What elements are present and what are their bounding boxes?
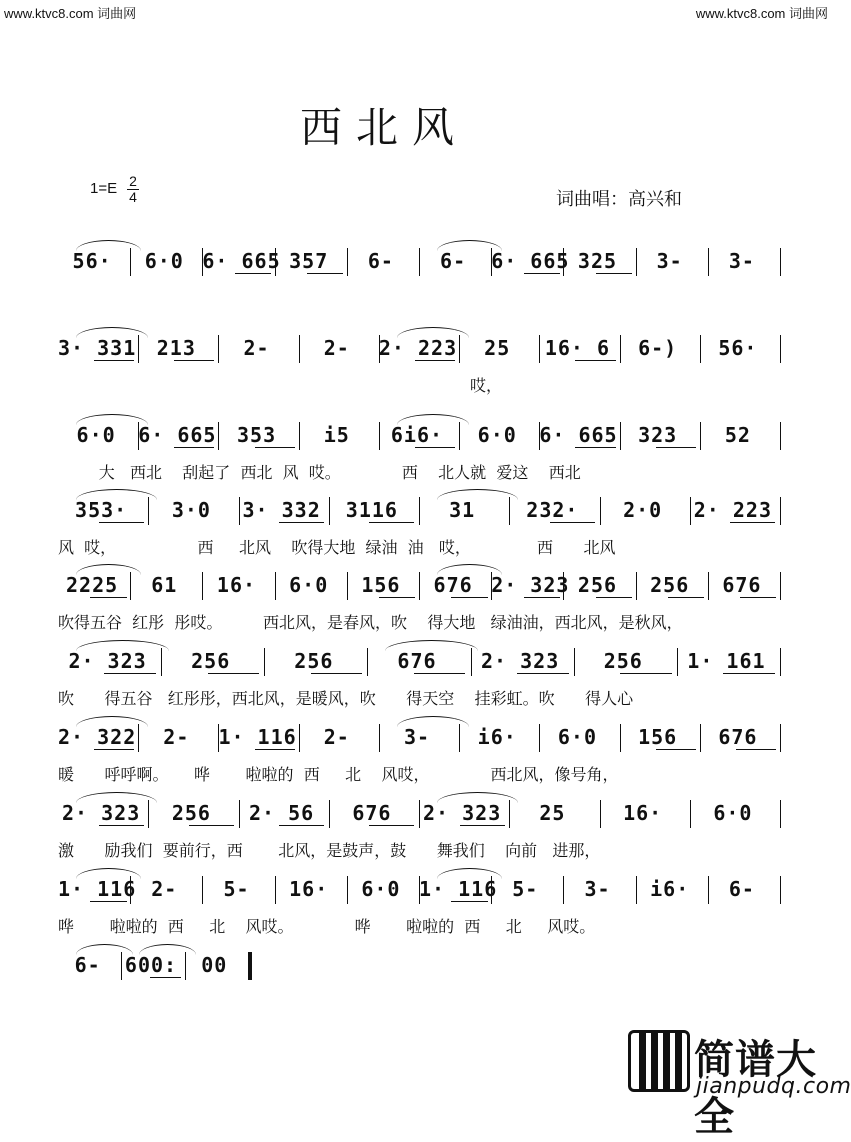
- measure-notes: 600:: [124, 953, 178, 977]
- measure-notes: 1· 116: [419, 877, 498, 901]
- beam-line: [656, 749, 696, 750]
- beam-line: [575, 447, 615, 448]
- measure-notes: 6· 665: [491, 249, 570, 273]
- measure-notes: 2·0: [623, 498, 663, 522]
- measure-notes: 6·0: [361, 877, 401, 901]
- measure-notes: 213: [156, 336, 196, 360]
- measure-notes: 3-: [403, 725, 431, 749]
- measure-notes: 6·0: [144, 249, 184, 273]
- beam-line: [620, 673, 672, 674]
- measure-notes: 676: [718, 725, 758, 749]
- measure-notes: 323: [638, 423, 678, 447]
- beam-line: [307, 273, 343, 274]
- beam-line: [279, 825, 324, 826]
- measure-notes: 6· 665: [539, 423, 618, 447]
- beam-line: [94, 749, 134, 750]
- beam-line: [369, 825, 414, 826]
- beam-line: [460, 825, 505, 826]
- beam-line: [255, 749, 295, 750]
- lyrics-line: 哗 啦啦的 西 北 风哎。 哗 啦啦的 西 北 风哎。: [58, 917, 596, 936]
- measure-notes: 61: [151, 573, 178, 597]
- measure-notes: 357: [289, 249, 329, 273]
- measure-notes: i6·: [650, 877, 690, 901]
- beam-line: [99, 522, 144, 523]
- measure-notes: 52: [724, 423, 751, 447]
- measure-notes: 00: [201, 953, 228, 977]
- slur-arc: [76, 414, 148, 425]
- measure-notes: 6·0: [557, 725, 597, 749]
- beam-line: [730, 522, 775, 523]
- beam-line: [104, 673, 156, 674]
- time-signature-top: 2: [127, 174, 139, 190]
- piano-logo-icon: [628, 1030, 690, 1092]
- measure-notes: 6-): [638, 336, 678, 360]
- slur-arc: [76, 240, 141, 251]
- score-system: [0, 800, 850, 870]
- beam-line: [379, 597, 415, 598]
- measure-notes: 256: [577, 573, 618, 597]
- measure-notes: 2· 223: [693, 498, 772, 522]
- bar-line: [780, 648, 781, 676]
- measure-notes: 256: [171, 801, 211, 825]
- measure-notes: 325: [577, 249, 618, 273]
- beam-line: [451, 597, 487, 598]
- measure-notes: 6-: [728, 877, 755, 901]
- beam-line: [723, 673, 775, 674]
- measure-notes: 56·: [718, 336, 758, 360]
- beam-line: [255, 447, 295, 448]
- measure-notes: 676: [397, 649, 437, 673]
- score-system: [0, 422, 850, 492]
- measure-notes: 2-: [151, 877, 178, 901]
- score-system: [0, 724, 850, 794]
- measure-notes: 676: [352, 801, 392, 825]
- score-system: [0, 248, 850, 318]
- beam-line: [90, 597, 126, 598]
- measure-notes: 676: [433, 573, 473, 597]
- measure-notes: 3-: [656, 249, 683, 273]
- score-system: [0, 952, 850, 1022]
- measure-notes: i5: [323, 423, 350, 447]
- beam-line: [517, 673, 569, 674]
- beam-line: [311, 673, 363, 674]
- lyrics-line: 风 哎， 西 北风 吹得大地 绿油 油 哎， 西 北风: [58, 538, 616, 557]
- measure-notes: 3116: [345, 498, 398, 522]
- beam-line: [596, 273, 632, 274]
- slur-arc: [437, 240, 502, 251]
- beam-line: [189, 825, 234, 826]
- measure-notes: 16· 6: [544, 336, 611, 360]
- measure-notes: 2· 323: [62, 801, 141, 825]
- measure-notes: 2225: [66, 573, 119, 597]
- measure-notes: 6-: [74, 953, 101, 977]
- beam-line: [740, 597, 776, 598]
- measure-notes: 2· 323: [491, 573, 570, 597]
- logo-name: 简谱大全: [694, 1037, 817, 1140]
- beam-line: [174, 447, 214, 448]
- measure-notes: 232·: [526, 498, 579, 522]
- measure-notes: 6· 665: [202, 249, 281, 273]
- lyrics-line: 暖 呼呼啊。 哗 啦啦的 西 北 风哎， 西北风，像号角，: [58, 765, 619, 784]
- header-right-site: www.ktvc8.com 词曲网: [695, 6, 828, 21]
- beam-line: [415, 447, 455, 448]
- beam-line: [208, 673, 260, 674]
- header-left-site: www.ktvc8.com 词曲网: [4, 6, 137, 21]
- measure-notes: 6-: [367, 249, 394, 273]
- measure-notes: 5-: [512, 877, 539, 901]
- measure-notes: 3· 332: [242, 498, 321, 522]
- bar-line: [780, 724, 781, 752]
- measure-notes: 2· 323: [423, 801, 502, 825]
- measure-notes: 2-: [323, 336, 350, 360]
- measure-notes: 6-: [440, 249, 467, 273]
- measure-notes: 25: [484, 336, 511, 360]
- measure-notes: 3-: [584, 877, 611, 901]
- measure-notes: 6i6·: [390, 423, 444, 447]
- score-system: [0, 335, 850, 405]
- slur-arc: [397, 414, 469, 425]
- bar-line: [780, 335, 781, 363]
- measure-notes: 6·0: [289, 573, 329, 597]
- slur-arc: [397, 327, 469, 338]
- bar-line: [248, 952, 252, 980]
- beam-line: [174, 360, 214, 361]
- beam-line: [235, 273, 271, 274]
- beam-line: [369, 522, 414, 523]
- measure-notes: 256: [294, 649, 334, 673]
- beam-line: [90, 901, 126, 902]
- measure-notes: 256: [603, 649, 643, 673]
- beam-line: [94, 360, 134, 361]
- bar-line: [780, 572, 781, 600]
- measure-notes: i6·: [477, 725, 517, 749]
- measure-notes: 56·: [72, 249, 112, 273]
- measure-notes: 1· 116: [58, 877, 137, 901]
- bar-line: [780, 876, 781, 904]
- measure-notes: 2· 56: [249, 801, 315, 825]
- score-system: [0, 648, 850, 718]
- measure-notes: 156: [361, 573, 401, 597]
- measure-notes: 2· 223: [378, 336, 458, 360]
- lyrics-line: 吹得五谷 红彤 彤哎。 西北风，是春风，吹 得大地 绿油油，西北风，是秋风，: [58, 613, 683, 632]
- measure-notes: 1· 116: [218, 725, 297, 749]
- measure-notes: 353: [236, 423, 277, 447]
- score-system: [0, 876, 850, 946]
- measure-notes: 2-: [163, 725, 190, 749]
- beam-line: [596, 597, 632, 598]
- measure-notes: 6·0: [477, 423, 517, 447]
- lyrics-line: 大 西北 刮起了 西北 风 哎。 西 北人就 爱这 西北: [58, 463, 581, 482]
- score-system: [0, 497, 850, 567]
- lyrics-line: 吹 得五谷 红彤彤，西北风，是暖风，吹 得天空 挂彩虹。吹 得人心: [58, 689, 634, 708]
- beam-line: [99, 825, 144, 826]
- measure-notes: 256: [191, 649, 231, 673]
- beam-line: [415, 360, 455, 361]
- measure-notes: 2· 323: [68, 649, 147, 673]
- lyrics-line: 哎，: [58, 376, 502, 395]
- beam-line: [524, 597, 560, 598]
- beam-line: [668, 597, 704, 598]
- bar-line: [780, 248, 781, 276]
- measure-notes: 31: [449, 498, 476, 522]
- measure-notes: 256: [650, 573, 690, 597]
- measure-notes: 2· 322: [58, 725, 137, 749]
- measure-notes: 3· 331: [58, 336, 137, 360]
- score-system: [0, 572, 850, 642]
- credits: 词曲唱：高兴和: [556, 189, 682, 210]
- measure-notes: 16·: [623, 801, 663, 825]
- measure-notes: 25: [539, 801, 566, 825]
- key-signature: 1=E: [90, 180, 118, 197]
- time-signature-bottom: 4: [129, 189, 137, 205]
- measure-notes: 3-: [728, 249, 755, 273]
- beam-line: [150, 977, 182, 978]
- measure-notes: 6·0: [76, 423, 116, 447]
- measure-notes: 16·: [289, 877, 329, 901]
- measure-notes: 353·: [75, 498, 128, 522]
- beam-line: [736, 749, 776, 750]
- beam-line: [279, 522, 324, 523]
- measure-notes: 6· 665: [138, 423, 217, 447]
- beam-line: [524, 273, 560, 274]
- bar-line: [780, 422, 781, 450]
- bar-line: [780, 800, 781, 828]
- measure-notes: 6·0: [713, 801, 753, 825]
- measure-notes: 156: [638, 725, 678, 749]
- measure-notes: 2-: [243, 336, 270, 360]
- measure-notes: 1· 161: [687, 649, 766, 673]
- song-title: 西北风: [300, 103, 469, 152]
- slur-arc: [76, 327, 148, 338]
- measure-notes: 676: [722, 573, 762, 597]
- measure-notes: 5-: [223, 877, 250, 901]
- time-signature: [127, 174, 139, 205]
- measure-notes: 2-: [323, 725, 350, 749]
- logo-url: jianpudq.com: [696, 1074, 851, 1099]
- jianpudq-logo: [628, 1030, 851, 1140]
- beam-line: [575, 360, 615, 361]
- beam-line: [414, 673, 466, 674]
- lyrics-line: 激 励我们 要前行，西 北风，是鼓声，鼓 舞我们 向前 进那，: [58, 841, 601, 860]
- beam-line: [550, 522, 595, 523]
- beam-line: [656, 447, 696, 448]
- bar-line: [780, 497, 781, 525]
- measure-notes: 3·0: [171, 498, 211, 522]
- measure-notes: 2· 323: [481, 649, 560, 673]
- beam-line: [451, 901, 487, 902]
- measure-notes: 16·: [216, 573, 257, 597]
